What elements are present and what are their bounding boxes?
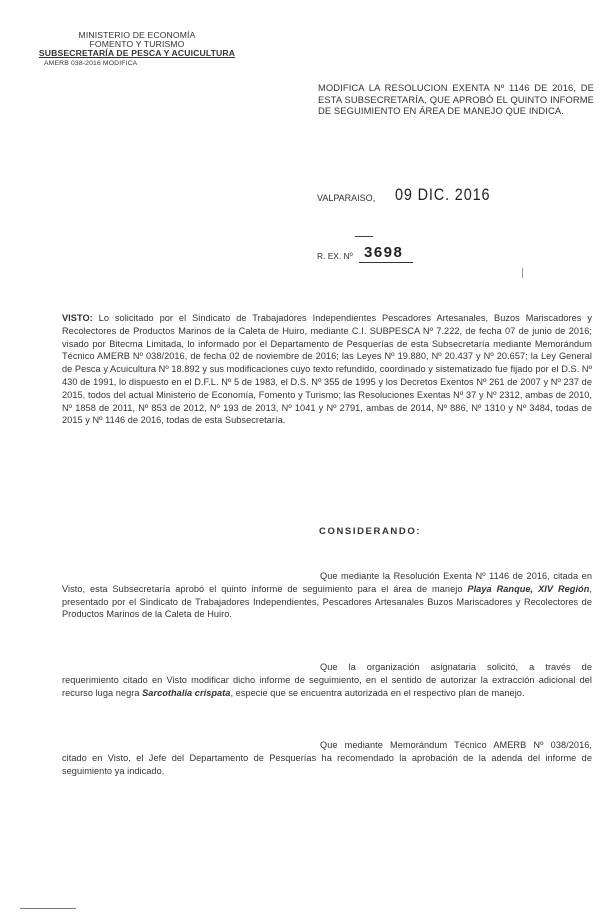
c2-species-name: Sarcothalia crispata [142, 687, 231, 698]
footer-mark [20, 908, 76, 909]
visto-text: Lo solicitado por el Sindicato de Trabajadores Independientes Pescadores Artesanales, Buzos Mariscadores y Recolectores de Productos Marinos de la Caleta de Huiro, mediante C.I. SUBPESCA Nº 7.222, de fecha 07 de junio de 2016; visado por Bitecma Limitada, lo informado por el Departamento de Pesquerías de esta Subsecretaría mediante Memorándum Técnico AMERB Nº 038/2016, de fecha 02 de noviembre de 2016; las Leyes Nº 19.880, Nº 20.437 y Nº 20.657; la Ley General de Pesca y Acuicultura Nº 18.892 y sus modificaciones cuyo texto refundido, coordinado y sistematizado fue fijado por el D.S. Nº 430 de 1991, lo dispuesto en el D.F.L. Nº 5 de 1983, el D.S. Nº 355 de 1995 y los Decretos Exentos Nº 261 de 2007 y Nº 237 de 2015, todos del actual Ministerio de Economía, Fomento y Turismo; las Resoluciones Exentas Nº 37 y Nº 2312, ambas de 2010, Nº 1858 de 2011, Nº 853 de 2012, Nº 193 de 2013, Nº 1041 y Nº 2791, ambas de 2014, Nº 886, Nº 1310 y Nº 3484, todas de 2015 y Nº 1146 de 2016, todas de esta Subsecretaría. [62, 313, 592, 426]
resolution-subject: MODIFICA LA RESOLUCION EXENTA Nº 1146 DE 2016, DE ESTA SUBSECRETARÍA, QUE APROBÓ EL QUINTO INFORME DE SEGUIMIENTO EN ÁREA DE MANEJO QUE INDICA. [318, 82, 594, 116]
considerando-paragraph-1 [62, 570, 592, 621]
rex-label: R. EX. Nº [317, 251, 353, 261]
considerando-paragraph-2 [62, 661, 592, 699]
visto-paragraph [62, 312, 592, 427]
ministry-subname: FOMENTO Y TURISMO [89, 39, 185, 50]
considerando-paragraph-3: Que mediante Memorándum Técnico AMERB Nº 038/2016, citado en Visto, el Jefe del Departamento de Pesquerías ha recomendado la aprobación de la adenda del informe de seguimiento ya indicado. [62, 740, 592, 776]
document-reference: AMERB 038-2016 MODIFICA [44, 59, 138, 67]
ministry-name: MINISTERIO DE ECONOMÍA [78, 30, 196, 40]
c2-text-a: Que la organización asignataria solicitó, a través de requerimiento citado en Visto modificar dicho informe de seguimiento, en el sentido de autorizar la extracción adicional del recurso luga negra [62, 662, 592, 698]
considerando-heading: CONSIDERANDO: [319, 526, 422, 537]
subsecretaria-name: SUBSECRETARÍA DE PESCA Y ACUICULTURA [38, 48, 236, 59]
rex-underline [359, 262, 413, 263]
margin-mark [522, 268, 527, 278]
place-label: VALPARAISO, [317, 193, 376, 203]
c1-text-a: Que mediante la Resolución Exenta Nº 1146 de 2016, citada en Visto, esta Subsecretaría aprobó el quinto informe de seguimiento para el área de manejo [62, 571, 592, 594]
c1-area-name: Playa Ranque, XIV Región [467, 583, 590, 594]
c1-text-c: , presentado por el Sindicato de Trabajadores Independientes, Pescadores Artesanales Buzos Mariscadores y Recolectores de Productos Marinos de la Caleta de Huiro. [62, 583, 592, 620]
ministry-header [22, 31, 252, 68]
date-stamp: 09 DIC. 2016 [395, 185, 491, 204]
visto-label: VISTO: [62, 313, 93, 323]
rex-mark [355, 236, 373, 237]
rex-number: 3698 [364, 244, 404, 261]
c2-text-c: , especie que se encuentra autorizada en el respectivo plan de manejo. [230, 687, 525, 698]
